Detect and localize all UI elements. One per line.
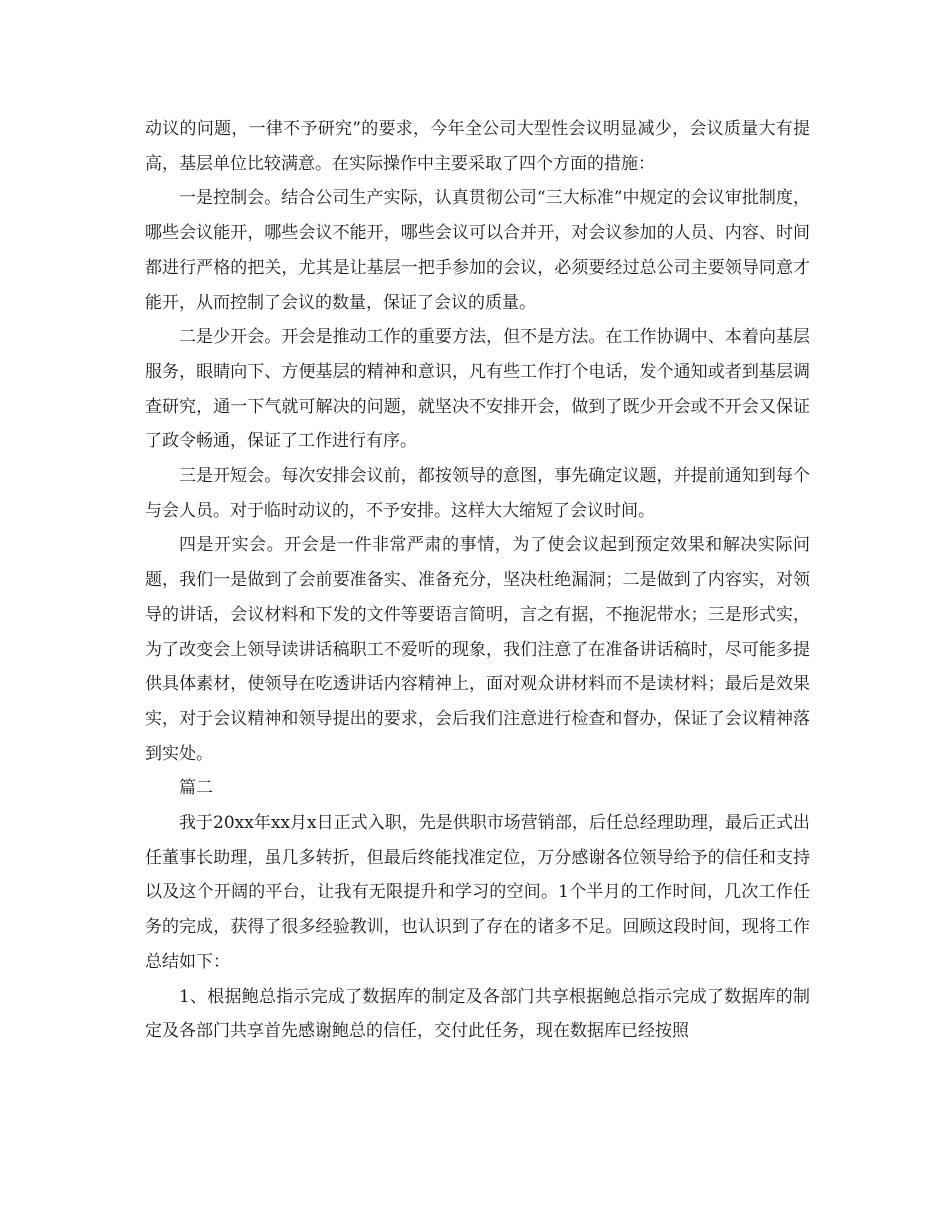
paragraph-practical-meetings: 四是开实会。开会是一件非常严肃的事情，为了使会议起到预定效果和解决实际问题，我们一是做到了会前要准备实、准备充分，坚决杜绝漏洞；二是做到了内容实，对领导的讲话，会议材料和下发的文件等要语言简明，言之有据，不拖泥带水；三是形式实，为了改变会上领导读讲话稿职工不爱听的现象，我们注意了在准备讲话稿时，尽可能多提供具体素材，使领导在吃透讲话内容精神上，面对观众讲材料而不是读材料；最后是效果实，对于会议精神和领导提出的要求，会后我们注意进行检查和督办，保证了会议精神落到实处。 [145,535,810,764]
paragraph-fewer-meetings: 二是少开会。开会是推动工作的重要方法，但不是方法。在工作协调中、本着向基层服务，眼睛向下、方便基层的精神和意识，凡有些工作打个电话，发个通知或者到基层调查研究，通一下气就可解决的问题，就坚决不安排开会，做到了既少开会或不开会又保证了政令畅通，保证了工作进行有序。 [145,327,810,452]
paragraph-onboarding: 我于20xx年xx月x日正式入职，先是供职市场营销部，后任总经理助理，最后正式出任董事长助理，虽几多转折，但最后终能找准定位，万分感谢各位领导给予的信任和支持以及这个开阔的平台，让我有无限提升和学习的空间。1个半月的工作时间，几次工作任务的完成，获得了很多经验教训，也认识到了存在的诸多不足。回顾这段时间，现将工作总结如下： [145,813,810,972]
section-heading-part-two: 篇二 [179,778,213,799]
document-page [145,112,810,1049]
paragraph-control-meetings: 一是控制会。结合公司生产实际，认真贯彻公司“三大标准”中规定的会议审批制度，哪些会议能开，哪些会议不能开，哪些会议可以合并开，对会议参加的人员、内容、时间都进行严格的把关，尤其是让基层一把手参加的会议，必须要经过总公司主要领导同意才能开，从而控制了会议的数量，保证了会议的质量。 [145,188,810,313]
paragraph-short-meetings: 三是开短会。每次安排会议前，都按领导的意图，事先确定议题，并提前通知到每个与会人员。对于临时动议的，不予安排。这样大大缩短了会议时间。 [145,466,810,521]
paragraph-meeting-intro: 动议的问题，一律不予研究”的要求，今年全公司大型性会议明显减少，会议质量大有提高，基层单位比较满意。在实际操作中主要采取了四个方面的措施： [145,119,810,174]
paragraph-database-task: 1、根据鲍总指示完成了数据库的制定及各部门共享根据鲍总指示完成了数据库的制定及各部门共享首先感谢鲍总的信任，交付此任务，现在数据库已经按照 [145,986,810,1042]
